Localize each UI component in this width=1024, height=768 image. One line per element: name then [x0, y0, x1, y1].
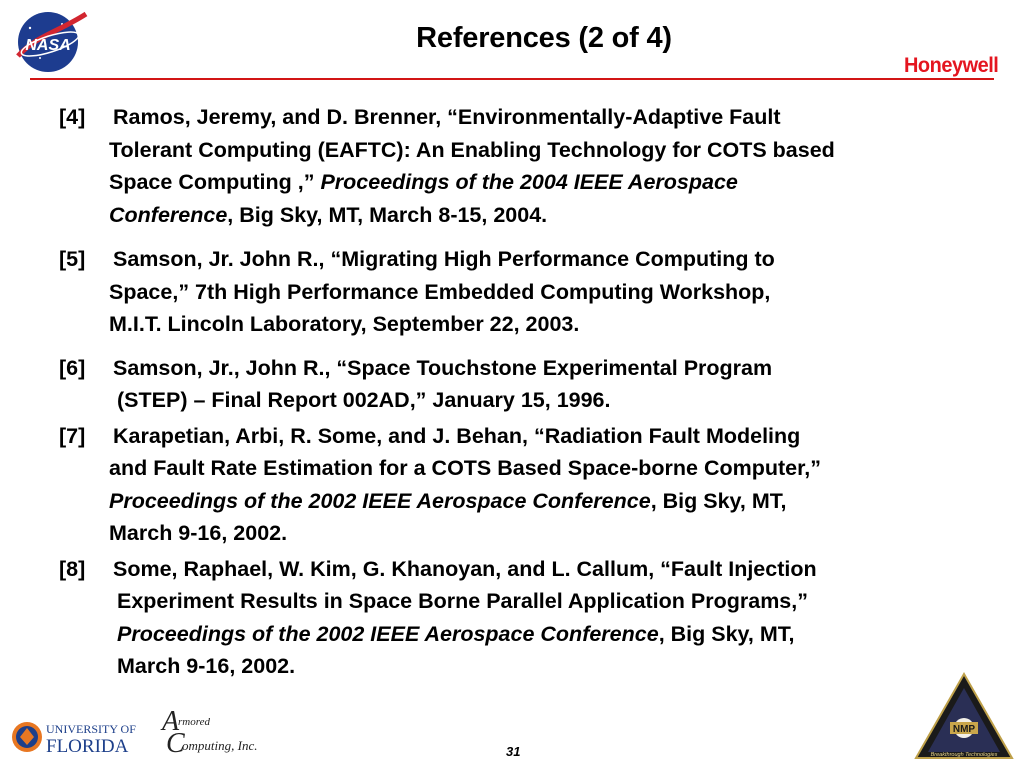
- reference-item: [59, 243, 989, 341]
- reference-venue: Proceedings of the 2002 IEEE Aerospace Conference: [117, 621, 659, 646]
- reference-line: Ramos, Jeremy, and D. Brenner, “Environmentally-Adaptive Fault: [113, 105, 781, 129]
- reference-text: , Big Sky, MT,: [650, 488, 787, 513]
- reference-venue: Proceedings of the 2002 IEEE Aerospace Conference: [109, 488, 651, 513]
- reference-line: Space,” 7th High Performance Embedded Computing Workshop,: [109, 279, 771, 304]
- reference-line: Samson, Jr. John R., “Migrating High Performance Computing to: [113, 247, 775, 271]
- armored-logo-line2: omputing, Inc.: [182, 738, 258, 753]
- reference-number: [7]: [59, 423, 86, 448]
- uf-logo-line1: UNIVERSITY OF: [46, 722, 136, 736]
- reference-list: [59, 101, 989, 683]
- reference-number: [6]: [59, 355, 86, 380]
- university-of-florida-logo: [10, 714, 146, 758]
- reference-line: Some, Raphael, W. Kim, G. Khanoyan, and L. Callum, “Fault Injection: [113, 556, 817, 581]
- armored-computing-logo: [160, 706, 260, 758]
- reference-line: and Fault Rate Estimation for a COTS Based Space-borne Computer,”: [109, 456, 822, 480]
- reference-item: [59, 420, 989, 550]
- reference-number: [5]: [59, 247, 86, 271]
- nmp-logo-tagline: Breakthrough Technologies: [930, 752, 998, 758]
- svg-text:C: C: [166, 728, 185, 758]
- page-number: 31: [506, 744, 521, 759]
- reference-number: [4]: [59, 105, 86, 129]
- uf-logo-line2: FLORIDA: [46, 736, 129, 757]
- reference-line: M.I.T. Lincoln Laboratory, September 22, 2003.: [109, 312, 580, 336]
- nasa-logo-text: NASA: [25, 37, 71, 54]
- reference-venue: Proceedings of the 2004 IEEE Aerospace: [320, 170, 738, 194]
- reference-line: [59, 166, 989, 199]
- reference-line: [59, 485, 989, 518]
- reference-text: Space Computing ,”: [109, 170, 321, 194]
- reference-line: (STEP) – Final Report 002AD,” January 15, 1996.: [117, 388, 611, 412]
- reference-line: March 9-16, 2002.: [109, 521, 288, 545]
- armored-logo-line1: rmored: [178, 716, 210, 728]
- reference-line: Karapetian, Arbi, R. Some, and J. Behan, “Radiation Fault Modeling: [113, 423, 801, 448]
- reference-item: [59, 553, 989, 683]
- page-title: [0, 22, 1024, 55]
- reference-line: [59, 618, 989, 651]
- reference-item: [59, 352, 989, 417]
- title-divider: [30, 78, 994, 80]
- page-title-text: References (2 of 4): [416, 22, 672, 54]
- reference-line: Tolerant Computing (EAFTC): An Enabling Technology for COTS based: [109, 137, 835, 162]
- reference-item: [59, 101, 989, 231]
- reference-line: Samson, Jr., John R., “Space Touchstone Experimental Program: [113, 355, 773, 380]
- reference-number: [8]: [59, 556, 86, 581]
- nmp-logo: [912, 670, 1016, 762]
- reference-line: Experiment Results in Space Borne Parallel Application Programs,”: [117, 589, 808, 613]
- honeywell-logo: Honeywell: [903, 54, 998, 77]
- svg-text:A: A: [162, 706, 180, 737]
- reference-text: , Big Sky, MT,: [658, 621, 795, 646]
- reference-text: , Big Sky, MT, March 8-15, 2004.: [227, 202, 548, 227]
- reference-venue: Conference: [109, 202, 228, 227]
- reference-line: March 9-16, 2002.: [117, 654, 296, 678]
- nmp-logo-label: NMP: [952, 724, 976, 735]
- reference-line: [59, 199, 989, 232]
